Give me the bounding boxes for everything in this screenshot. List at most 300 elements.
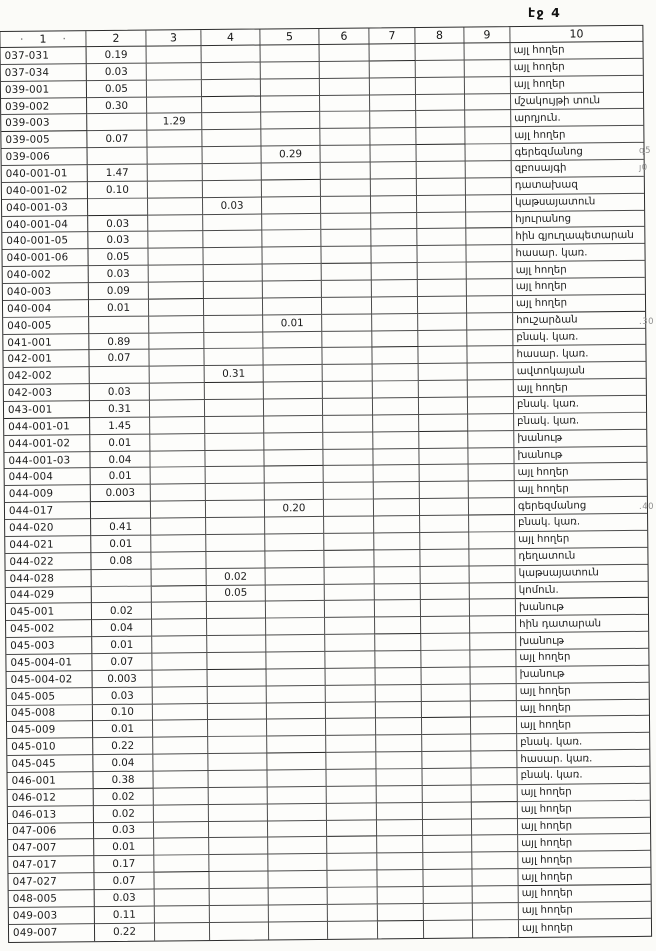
land-use-label: բնակ. կառ. — [517, 733, 649, 751]
parcel-code: 047-027 — [8, 873, 94, 891]
parcel-code: 042-003 — [4, 384, 90, 402]
area-value-col-2: 0.19 — [87, 47, 147, 64]
land-use-label: հուշարձան — [513, 312, 645, 330]
land-use-label: այլ հողեր — [518, 851, 650, 869]
area-value-col-3 — [148, 164, 203, 181]
land-use-label: կաթսայատուն — [516, 564, 648, 582]
land-use-label: այլ հողեր — [515, 463, 647, 481]
area-value-col-5 — [264, 399, 323, 416]
area-value-col-2: 0.03 — [94, 822, 154, 839]
area-value-col-6 — [321, 230, 371, 247]
area-value-col-4 — [207, 636, 266, 653]
area-value-col-3 — [151, 501, 206, 518]
area-value-col-6 — [323, 432, 373, 449]
land-use-label: այլ հողեր — [517, 682, 649, 700]
area-value-col-7 — [376, 735, 422, 752]
area-value-col-5 — [268, 787, 327, 804]
area-value-col-3 — [149, 265, 204, 282]
area-value-col-5 — [265, 466, 324, 483]
area-value-col-7 — [375, 600, 421, 617]
area-value-col-3 — [153, 720, 208, 737]
land-use-label: հյուրանոց — [512, 210, 644, 228]
area-value-col-8 — [421, 600, 470, 617]
area-value-col-6 — [320, 61, 370, 78]
land-use-label: այլ հողեր — [515, 480, 647, 498]
area-value-col-5 — [267, 686, 326, 703]
area-value-col-8 — [417, 178, 466, 195]
area-value-col-5 — [265, 483, 324, 500]
area-value-col-3 — [151, 535, 206, 552]
area-value-col-5 — [267, 753, 326, 770]
area-value-col-8 — [424, 903, 473, 920]
land-use-label: բնակ. կառ. — [515, 514, 647, 532]
area-value-col-7 — [371, 179, 417, 196]
area-value-col-9 — [471, 717, 517, 734]
land-use-label: դեղատուն — [515, 548, 647, 566]
area-value-col-7 — [372, 263, 418, 280]
land-use-label: այլ հողեր — [518, 834, 650, 852]
area-value-col-5 — [269, 922, 328, 939]
land-use-label: այլ հողեր — [514, 379, 646, 397]
area-value-col-7 — [378, 904, 424, 921]
land-use-label: այլ հողեր — [516, 649, 648, 667]
area-value-col-5 — [263, 298, 322, 315]
area-value-col-4 — [202, 147, 261, 164]
area-value-col-5 — [268, 804, 327, 821]
area-value-col-5 — [262, 230, 321, 247]
area-value-col-2: 0.11 — [95, 906, 155, 923]
area-value-col-3 — [153, 771, 208, 788]
area-value-col-9 — [465, 77, 511, 94]
area-value-col-4 — [207, 652, 266, 669]
area-value-col-8 — [417, 195, 466, 212]
area-value-col-2: 0.02 — [94, 788, 154, 805]
area-value-col-4 — [208, 737, 267, 754]
area-value-col-2: 0.01 — [91, 468, 151, 485]
area-value-col-3 — [148, 147, 203, 164]
area-value-col-4 — [202, 62, 261, 79]
area-value-col-3 — [150, 451, 205, 468]
area-value-col-6 — [322, 297, 372, 314]
area-value-col-5 — [264, 416, 323, 433]
area-value-col-9 — [465, 43, 511, 60]
area-value-col-7 — [370, 78, 416, 95]
area-value-col-8 — [420, 465, 469, 482]
area-value-col-8 — [422, 735, 471, 752]
area-value-col-6 — [321, 179, 371, 196]
area-value-col-8 — [418, 296, 467, 313]
area-value-col-6 — [325, 618, 375, 635]
area-value-col-4 — [208, 770, 267, 787]
area-value-col-8 — [420, 482, 469, 499]
area-value-col-7 — [374, 465, 420, 482]
area-value-col-8 — [421, 583, 470, 600]
area-value-col-7 — [375, 634, 421, 651]
area-value-col-2: 0.03 — [88, 232, 148, 249]
parcel-code: 045-010 — [7, 738, 93, 756]
land-use-label: այլ հողեր — [517, 716, 649, 734]
land-use-label: խանութ — [514, 446, 646, 464]
area-value-col-9 — [468, 414, 514, 431]
area-value-col-6 — [328, 921, 378, 938]
area-value-col-4 — [202, 96, 261, 113]
area-value-col-5 — [266, 601, 325, 618]
area-value-col-4 — [209, 872, 268, 889]
area-value-col-6 — [325, 601, 375, 618]
area-value-col-6 — [328, 887, 378, 904]
area-value-col-3 — [152, 569, 207, 586]
land-use-label: այլ հողեր — [513, 295, 645, 313]
area-value-col-8 — [424, 886, 473, 903]
area-value-col-9 — [465, 94, 511, 111]
area-value-col-3 — [147, 46, 202, 63]
area-value-col-4 — [210, 922, 269, 939]
area-value-col-9 — [469, 532, 515, 549]
parcel-code: 039-005 — [1, 131, 87, 149]
area-value-col-2: 0.38 — [93, 772, 153, 789]
parcel-code: 039-006 — [2, 148, 88, 166]
land-use-label: կաթսայատուն — [512, 194, 644, 212]
area-value-col-3 — [152, 602, 207, 619]
parcel-code: 045-009 — [7, 722, 93, 740]
area-value-col-9 — [466, 178, 512, 195]
area-value-col-4 — [202, 130, 261, 147]
land-use-label: գերեզմանոց — [511, 143, 643, 161]
area-value-col-9 — [465, 127, 511, 144]
area-value-col-2: 0.01 — [91, 536, 151, 553]
area-value-col-3 — [155, 889, 210, 906]
area-value-col-3 — [150, 366, 205, 383]
area-value-col-6 — [327, 854, 377, 871]
area-value-col-8 — [416, 128, 465, 145]
area-value-col-5 — [268, 854, 327, 871]
area-value-col-8 — [417, 229, 466, 246]
area-value-col-8 — [418, 263, 467, 280]
area-value-col-2: 0.03 — [90, 384, 150, 401]
parcel-code: 046-012 — [8, 789, 94, 807]
area-value-col-3 — [148, 232, 203, 249]
area-value-col-3 — [153, 670, 208, 687]
land-use-label: այլ հողեր — [511, 42, 643, 60]
land-use-label: այլ հողեր — [518, 800, 650, 818]
area-value-col-6 — [323, 382, 373, 399]
area-value-col-9 — [467, 296, 513, 313]
area-value-col-9 — [465, 144, 511, 161]
area-value-col-6 — [324, 466, 374, 483]
land-use-label: այլ հողեր — [517, 699, 649, 717]
area-value-col-6 — [328, 904, 378, 921]
area-value-col-7 — [372, 280, 418, 297]
area-value-col-8 — [417, 212, 466, 229]
parcel-code: 045-008 — [7, 705, 93, 723]
margin-annotation: .40 — [639, 502, 655, 512]
area-value-col-3 — [154, 822, 209, 839]
area-value-col-9 — [466, 195, 512, 212]
area-value-col-9 — [473, 920, 519, 937]
area-value-col-6 — [324, 517, 374, 534]
area-value-col-8 — [416, 94, 465, 111]
area-value-col-6 — [326, 753, 376, 770]
parcel-code: 044-001-01 — [4, 418, 90, 436]
area-value-col-8 — [418, 280, 467, 297]
area-value-col-2: 0.003 — [93, 670, 153, 687]
area-value-col-2: 0.02 — [92, 603, 152, 620]
area-value-col-8 — [421, 617, 470, 634]
area-value-col-5 — [265, 534, 324, 551]
area-value-col-2: 0.22 — [95, 923, 155, 940]
area-value-col-4 — [209, 821, 268, 838]
land-use-label: հասար. կառ. — [512, 244, 644, 262]
area-value-col-8 — [420, 499, 469, 516]
area-value-col-6 — [324, 550, 374, 567]
area-value-col-4: 0.03 — [203, 197, 262, 214]
area-value-col-4 — [205, 400, 264, 417]
area-value-col-6 — [326, 702, 376, 719]
area-value-col-2: 0.22 — [93, 738, 153, 755]
area-value-col-8 — [423, 802, 472, 819]
area-value-col-6 — [320, 129, 370, 146]
area-value-col-4 — [206, 501, 265, 518]
area-value-col-9 — [467, 347, 513, 364]
area-value-col-9 — [467, 313, 513, 330]
area-value-col-3 — [150, 383, 205, 400]
area-value-col-4 — [204, 282, 263, 299]
area-value-col-4 — [204, 298, 263, 315]
area-value-col-4 — [207, 602, 266, 619]
area-value-col-9 — [470, 583, 516, 600]
area-value-col-7 — [376, 769, 422, 786]
parcel-code: 045-005 — [7, 688, 93, 706]
land-use-label: ավտոկայան — [514, 362, 646, 380]
area-value-col-3 — [151, 552, 206, 569]
area-value-col-4 — [205, 450, 264, 467]
area-value-col-4 — [203, 231, 262, 248]
area-value-col-9 — [472, 819, 518, 836]
area-value-col-7 — [376, 668, 422, 685]
area-value-col-2 — [91, 502, 151, 519]
area-value-col-4 — [203, 248, 262, 265]
area-value-col-7 — [371, 213, 417, 230]
area-value-col-2 — [88, 148, 148, 165]
area-value-col-5 — [262, 214, 321, 231]
parcel-code: 045-004-02 — [7, 671, 93, 689]
land-use-label: գերեզմանոց — [515, 497, 647, 515]
area-value-col-4 — [206, 518, 265, 535]
area-value-col-2: 0.10 — [88, 181, 148, 198]
area-value-col-9 — [470, 616, 516, 633]
margin-annotation: գ5 — [639, 146, 651, 156]
area-value-col-9 — [470, 633, 516, 650]
area-value-col-6 — [327, 871, 377, 888]
area-value-col-6 — [325, 651, 375, 668]
area-value-col-2: 0.03 — [89, 266, 149, 283]
area-value-col-9 — [465, 60, 511, 77]
land-use-label: խանութ — [514, 430, 646, 448]
area-value-col-5 — [268, 837, 327, 854]
area-value-col-6 — [323, 415, 373, 432]
area-value-col-2: 0.07 — [94, 873, 154, 890]
area-value-col-7 — [372, 347, 418, 364]
area-value-col-5 — [261, 96, 320, 113]
area-value-col-4 — [207, 619, 266, 636]
parcel-code: 045-003 — [6, 637, 92, 655]
area-value-col-7 — [370, 128, 416, 145]
area-value-col-4 — [204, 315, 263, 332]
area-value-col-4 — [204, 332, 263, 349]
area-value-col-8 — [416, 44, 465, 61]
parcel-code: 044-029 — [6, 587, 92, 605]
area-value-col-5 — [266, 584, 325, 601]
area-value-col-4 — [210, 905, 269, 922]
area-value-col-2: 0.07 — [87, 131, 147, 148]
area-value-col-8 — [424, 920, 473, 937]
area-value-col-6 — [320, 112, 370, 129]
area-value-col-5 — [267, 736, 326, 753]
area-value-col-7 — [376, 685, 422, 702]
area-value-col-4 — [205, 383, 264, 400]
area-value-col-5 — [265, 551, 324, 568]
area-value-col-9 — [470, 566, 516, 583]
area-value-col-6 — [322, 314, 372, 331]
area-value-col-5 — [262, 247, 321, 264]
area-value-col-7 — [370, 61, 416, 78]
area-value-col-2: 0.41 — [91, 519, 151, 536]
area-value-col-5 — [263, 264, 322, 281]
area-value-col-3 — [148, 198, 203, 215]
land-parcel-table — [0, 25, 655, 943]
area-value-col-5 — [266, 635, 325, 652]
area-value-col-2 — [90, 367, 150, 384]
area-value-col-9 — [466, 161, 512, 178]
parcel-code: 045-004-01 — [6, 654, 92, 672]
area-value-col-7 — [375, 651, 421, 668]
area-value-col-8 — [419, 414, 468, 431]
area-value-col-2: 0.17 — [94, 856, 154, 873]
area-value-col-5 — [262, 197, 321, 214]
area-value-col-6 — [325, 584, 375, 601]
area-value-col-4 — [206, 467, 265, 484]
area-value-col-2: 0.10 — [93, 704, 153, 721]
area-value-col-5: 0.20 — [265, 500, 324, 517]
area-value-col-2: 0.03 — [93, 687, 153, 704]
land-use-label: այլ հողեր — [521, 922, 574, 934]
area-value-col-6 — [323, 449, 373, 466]
area-value-col-5 — [265, 517, 324, 534]
land-use-label: այլ հողեր — [511, 126, 643, 144]
area-value-col-8 — [422, 701, 471, 718]
area-value-col-2: 0.30 — [87, 97, 147, 114]
area-value-col-4 — [204, 265, 263, 282]
area-value-col-9 — [472, 852, 518, 869]
area-value-col-8 — [419, 431, 468, 448]
area-value-col-8 — [416, 145, 465, 162]
area-value-col-6 — [327, 803, 377, 820]
area-value-col-2: 0.03 — [95, 890, 155, 907]
parcel-code: 044-004 — [5, 469, 91, 487]
area-value-col-7 — [377, 820, 423, 837]
land-use-label: կոմուն. — [516, 581, 648, 599]
margin-annotation: յ0 — [639, 163, 648, 173]
area-value-col-6 — [321, 162, 371, 179]
land-use-label: բնակ. կառ. — [514, 413, 646, 431]
area-value-col-2: 1.45 — [90, 417, 150, 434]
area-value-col-5 — [261, 129, 320, 146]
area-value-col-2: 0.01 — [90, 434, 150, 451]
area-value-col-3 — [148, 181, 203, 198]
area-value-col-7 — [371, 246, 417, 263]
area-value-col-8 — [420, 549, 469, 566]
area-value-col-7 — [378, 921, 424, 938]
area-value-col-2: 0.05 — [88, 249, 148, 266]
area-value-col-2: 0.09 — [89, 283, 149, 300]
parcel-code: 037-031 — [1, 47, 87, 65]
land-use-label: այլ հողեր — [511, 59, 643, 77]
parcel-code: 040-001-04 — [2, 216, 88, 234]
area-value-col-4 — [203, 180, 262, 197]
area-value-col-2 — [92, 586, 152, 603]
parcel-code: 040-001-01 — [2, 165, 88, 183]
area-value-col-5: 0.01 — [263, 315, 322, 332]
area-value-col-9 — [468, 397, 514, 414]
area-value-col-6 — [322, 331, 372, 348]
area-value-col-3 — [149, 282, 204, 299]
area-value-col-9 — [467, 279, 513, 296]
area-value-col-4 — [202, 113, 261, 130]
area-value-col-2: 0.04 — [92, 620, 152, 637]
parcel-code: 045-001 — [6, 604, 92, 622]
parcel-code: 039-001 — [1, 81, 87, 99]
area-value-col-4 — [209, 855, 268, 872]
area-value-col-6 — [320, 44, 370, 61]
area-value-col-6 — [323, 365, 373, 382]
area-value-col-4 — [205, 416, 264, 433]
area-value-col-7 — [377, 836, 423, 853]
parcel-code: 040-001-05 — [2, 233, 88, 251]
area-value-col-8 — [421, 634, 470, 651]
area-value-col-2 — [88, 198, 148, 215]
area-value-col-7 — [370, 95, 416, 112]
area-value-col-9 — [472, 869, 518, 886]
land-use-label: հասար. կառ. — [517, 750, 649, 768]
area-value-col-5: 0.29 — [261, 146, 320, 163]
area-value-col-4 — [206, 484, 265, 501]
area-value-col-5 — [267, 719, 326, 736]
area-value-col-7 — [374, 482, 420, 499]
area-value-col-6 — [320, 146, 370, 163]
area-value-col-7 — [371, 162, 417, 179]
area-value-col-9 — [470, 650, 516, 667]
area-value-col-4 — [210, 888, 269, 905]
area-value-col-8 — [416, 77, 465, 94]
area-value-col-3 — [150, 417, 205, 434]
area-value-col-6 — [327, 786, 377, 803]
area-value-col-7 — [376, 718, 422, 735]
area-value-col-7 — [373, 398, 419, 415]
area-value-col-6 — [326, 668, 376, 685]
area-value-col-7 — [372, 314, 418, 331]
land-use-label: այլ հողեր — [518, 784, 650, 802]
area-value-col-4: 0.02 — [207, 568, 266, 585]
area-value-col-6 — [325, 567, 375, 584]
land-use-label: հին դատարան — [516, 615, 648, 633]
area-value-col-5 — [261, 62, 320, 79]
area-value-col-8 — [419, 364, 468, 381]
area-value-col-3 — [148, 248, 203, 265]
area-value-col-2: 0.01 — [93, 721, 153, 738]
area-value-col-7 — [373, 449, 419, 466]
land-use-label: խանութ — [516, 632, 648, 650]
area-value-col-9 — [472, 835, 518, 852]
